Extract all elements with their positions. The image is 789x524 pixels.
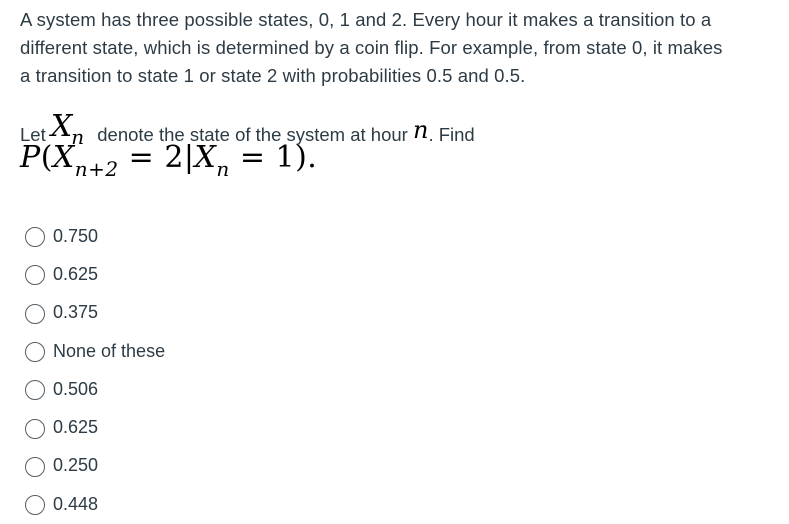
- radio-button[interactable]: [25, 227, 45, 247]
- math-var-n: n: [412, 116, 429, 144]
- radio-button[interactable]: [25, 495, 45, 515]
- formula-open-paren: (: [40, 140, 53, 175]
- question-text: [20, 6, 780, 90]
- answer-option[interactable]: [25, 218, 425, 256]
- answer-option[interactable]: [25, 295, 425, 333]
- radio-button[interactable]: [25, 380, 45, 400]
- answer-option[interactable]: [25, 448, 425, 486]
- answer-option-label[interactable]: 0.625: [53, 263, 99, 284]
- answer-option-label[interactable]: 0.375: [53, 302, 99, 323]
- probability-formula: [20, 140, 318, 181]
- formula-equals-two: = 2|: [118, 140, 195, 175]
- radio-button[interactable]: [25, 265, 45, 285]
- radio-button[interactable]: [25, 419, 45, 439]
- answer-option[interactable]: [25, 371, 425, 409]
- formula-sub1: n+2: [74, 157, 119, 181]
- answer-options: [25, 218, 425, 524]
- question-line-2: different state, which is determined by a coin flip. For example, from state 0, it makes: [20, 37, 723, 58]
- answer-option-label[interactable]: 0.750: [53, 225, 99, 246]
- radio-button[interactable]: [25, 304, 45, 324]
- math-var-x: X: [50, 109, 73, 144]
- answer-option-label[interactable]: None of these: [53, 340, 166, 361]
- question-line-3: a transition to state 1 or state 2 with probabilities 0.5 and 0.5.: [20, 65, 526, 86]
- math-subscript-n: n: [71, 125, 85, 149]
- question-prompt: [20, 105, 475, 149]
- answer-option-label[interactable]: 0.250: [53, 455, 99, 476]
- formula-equals-one: = 1).: [229, 140, 318, 175]
- answer-option-label[interactable]: 0.448: [53, 493, 99, 514]
- answer-option[interactable]: [25, 409, 425, 447]
- formula-p: P: [20, 140, 41, 175]
- answer-option-label[interactable]: 0.625: [53, 417, 99, 438]
- answer-option[interactable]: [25, 486, 425, 524]
- question-line-1: A system has three possible states, 0, 1 and 2. Every hour it makes a transition to a: [20, 9, 712, 30]
- radio-button[interactable]: [25, 457, 45, 477]
- formula-x2: X: [194, 140, 217, 175]
- radio-button[interactable]: [25, 342, 45, 362]
- answer-option[interactable]: [25, 333, 425, 371]
- formula-x1: X: [52, 140, 75, 175]
- prompt-middle-text: denote the state of the system at hour: [97, 124, 408, 145]
- answer-option[interactable]: [25, 256, 425, 294]
- answer-option-label[interactable]: 0.506: [53, 378, 99, 399]
- prompt-suffix: . Find: [428, 124, 475, 145]
- formula-sub2: n: [216, 157, 230, 181]
- let-prefix: Let: [20, 124, 46, 145]
